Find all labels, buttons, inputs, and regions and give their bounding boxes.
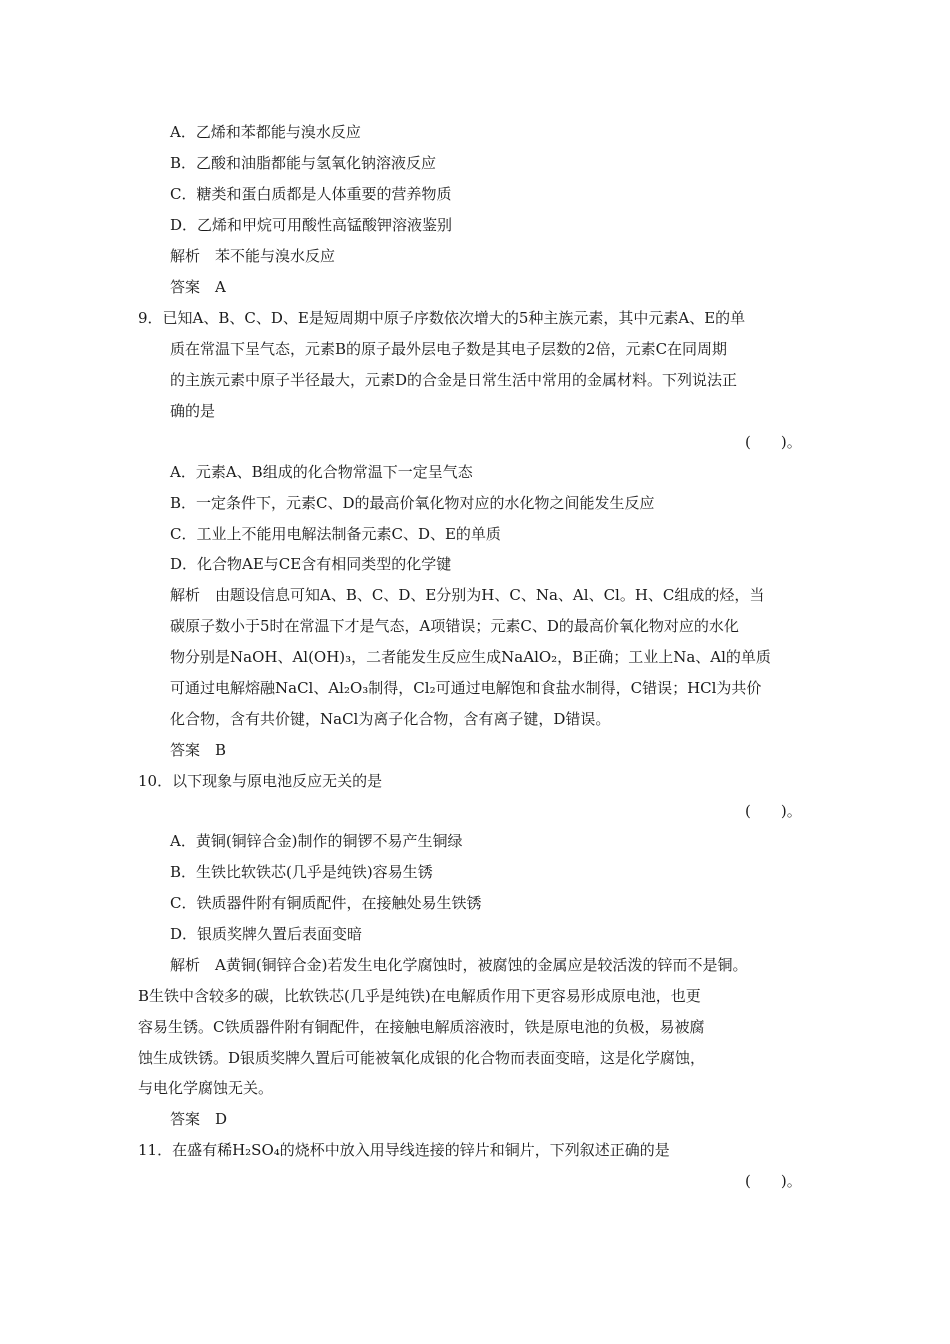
q9-analysis-line-4: 可通过电解熔融NaCl、Al₂O₃制得，Cl₂可通过电解饱和食盐水制得，C错误；HCl为共价	[170, 679, 762, 697]
q9-option-a: A．元素A、B组成的化合物常温下一定呈气态	[170, 463, 473, 481]
q10-analysis-line-5: 与电化学腐蚀无关。	[138, 1079, 274, 1097]
q11-answer-blank: ( )。	[745, 1172, 802, 1190]
q10-option-b: B．生铁比软铁芯(几乎是纯铁)容易生锈	[170, 863, 433, 881]
q9-stem-line-3: 的主族元素中原子半径最大，元素D的合金是日常生活中常用的金属材料。下列说法正	[170, 371, 738, 389]
q8-analysis: 解析 苯不能与溴水反应	[170, 247, 336, 265]
q10-answer-blank: ( )。	[745, 802, 802, 820]
q10-option-a: A．黄铜(铜锌合金)制作的铜锣不易产生铜绿	[170, 832, 463, 850]
q8-option-c: C．糖类和蛋白质都是人体重要的营养物质	[170, 185, 452, 203]
q10-answer: 答案 D	[170, 1110, 228, 1128]
q9-option-c: C．工业上不能用电解法制备元素C、D、E的单质	[170, 525, 501, 543]
q9-stem-line-1: 9．已知A、B、C、D、E是短周期中原子序数依次增大的5种主族元素，其中元素A、E的单	[138, 309, 746, 327]
q10-option-d: D．银质奖牌久置后表面变暗	[170, 925, 363, 943]
q9-analysis-line-2: 碳原子数小于5时在常温下才是气态，A项错误；元素C、D的最高价氧化物对应的水化	[170, 617, 739, 635]
q9-stem-line-4: 确的是	[170, 402, 216, 420]
q10-analysis-line-3: 容易生锈。C铁质器件附有铜配件，在接触电解质溶液时，铁是原电池的负极，易被腐	[138, 1018, 705, 1036]
q8-answer: 答案 A	[170, 278, 226, 296]
q8-option-d: D．乙烯和甲烷可用酸性高锰酸钾溶液鉴别	[170, 216, 453, 234]
q9-option-d: D．化合物AE与CE含有相同类型的化学键	[170, 555, 452, 573]
q9-answer-blank: ( )。	[745, 433, 802, 451]
q9-stem-line-2: 质在常温下呈气态，元素B的原子最外层电子数是其电子层数的2倍，元素C在同周期	[170, 340, 728, 358]
q8-option-b: B．乙酸和油脂都能与氢氧化钠溶液反应	[170, 154, 437, 172]
q9-answer: 答案 B	[170, 741, 227, 759]
q10-analysis-line-1: 解析 A黄铜(铜锌合金)若发生电化学腐蚀时，被腐蚀的金属应是较活泼的锌而不是铜。	[170, 956, 748, 974]
q9-option-b: B．一定条件下，元素C、D的最高价氧化物对应的水化物之间能发生反应	[170, 494, 655, 512]
q10-option-c: C．铁质器件附有铜质配件，在接触处易生铁锈	[170, 894, 482, 912]
q9-analysis-line-1: 解析 由题设信息可知A、B、C、D、E分别为H、C、Na、Al、Cl。H、C组成的烃，当	[170, 586, 765, 604]
q9-analysis-line-5: 化合物，含有共价键，NaCl为离子化合物，含有离子键，D错误。	[170, 710, 611, 728]
q8-option-a: A．乙烯和苯都能与溴水反应	[170, 123, 361, 141]
q10-analysis-line-2: B生铁中含较多的碳，比软铁芯(几乎是纯铁)在电解质作用下更容易形成原电池，也更	[138, 987, 701, 1005]
q10-stem: 10．以下现象与原电池反应无关的是	[138, 772, 383, 790]
q11-stem: 11．在盛有稀H₂SO₄的烧杯中放入用导线连接的锌片和铜片，下列叙述正确的是	[138, 1141, 670, 1159]
q9-analysis-line-3: 物分别是NaOH、Al(OH)₃，二者能发生反应生成NaAlO₂，B正确；工业上Na、Al的单质	[170, 648, 771, 666]
q10-analysis-line-4: 蚀生成铁锈。D银质奖牌久置后可能被氧化成银的化合物而表面变暗，这是化学腐蚀，	[138, 1049, 706, 1067]
